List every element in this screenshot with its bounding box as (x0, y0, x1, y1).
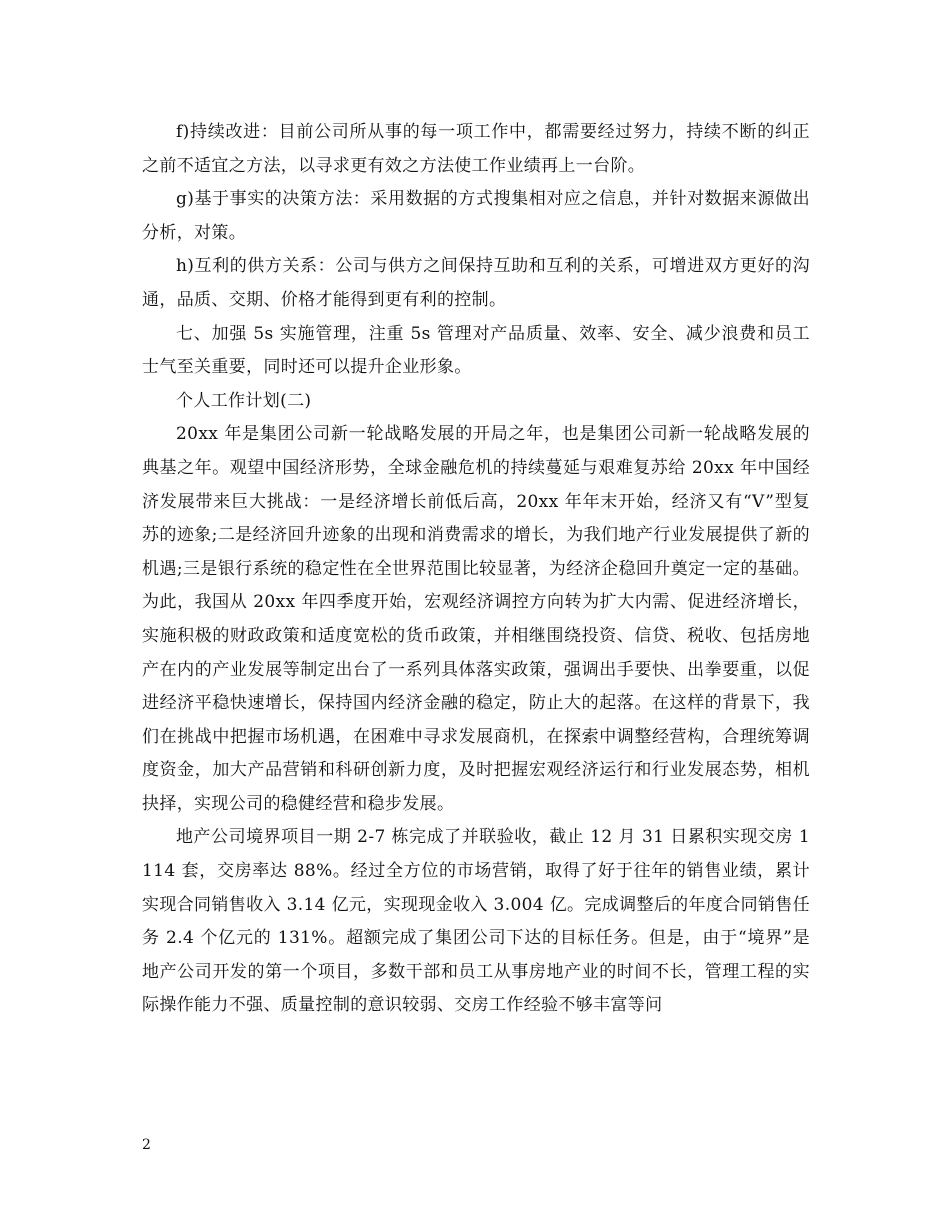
page-number: 2 (142, 1137, 151, 1153)
paragraph-project-results: 地产公司境界项目一期 2-7 栋完成了并联验收，截止 12 月 31 日累积实现交房 1114 套，交房率达 88%。经过全方位的市场营销，取得了好于往年的销售业绩，累计实现合同销售收入 3.14 亿元，实现现金收入 3.004 亿。完成调整后的年度合同销售任务 2.4 个亿元的 131%。超额完成了集团公司下达的目标任务。但是，由于“境界”是地产公司开发的第一个项目，多数干部和员工从事房地产业的时间不长，管理工程的实际操作能力不强、质量控制的意识较弱、交房工作经验不够丰富等问 (142, 827, 810, 1016)
paragraph-supplier-relations: h)互利的供方关系：公司与供方之间保持互助和互利的关系，可增进双方更好的沟通，品质、交期、价格才能得到更有利的控制。 (142, 256, 810, 310)
document-body (142, 116, 810, 1023)
paragraph-fact-based-decisions: g)基于事实的决策方法：采用数据的方式搜集相对应之信息，并针对数据来源做出分析，对策。 (142, 189, 810, 243)
paragraph-5s-management: 七、加强 5s 实施管理，注重 5s 管理对产品质量、效率、安全、减少浪费和员工士气至关重要，同时还可以提升企业形象。 (142, 323, 810, 378)
paragraph-continuous-improvement: f)持续改进：目前公司所从事的每一项工作中，都需要经过努力，持续不断的纠正之前不适宜之方法，以寻求更有效之方法使工作业绩再上一台阶。 (142, 122, 810, 176)
paragraph-economic-outlook: 20xx 年是集团公司新一轮战略发展的开局之年，也是集团公司新一轮战略发展的典基之年。观望中国经济形势，全球金融危机的持续蔓延与艰难复苏给 20xx 年中国经济发展带来巨大挑战：一是经济增长前低后高，20xx 年年末开始，经济又有“V”型复苏的迹象;二是经济回升迹象的出现和消费需求的增长，为我们地产行业发展提供了新的机遇;三是银行系统的稳定性在全世界范围比较显著，为经济企稳回升奠定一定的基础。为此，我国从 20xx 年四季度开始，宏观经济调控方向转为扩大内需、促进经济增长，实施积极的财政政策和适度宽松的货币政策，并相继围绕投资、信贷、税收、包括房地产在内的产业发展等制定出台了一系列具体落实政策，强调出手要快、出拳要重，以促进经济平稳快速增长，保持国内经济金融的稳定，防止大的起落。在这样的背景下，我们在挑战中把握市场机遇，在困难中寻求发展商机，在探索中调整经营构，合理统筹调度资金，加大产品营销和科研创新力度，及时把握宏观经济运行和行业发展态势，相机抉择，实现公司的稳健经营和稳步发展。 (142, 424, 810, 814)
section-heading-work-plan-2: 个人工作计划(二) (176, 390, 312, 411)
